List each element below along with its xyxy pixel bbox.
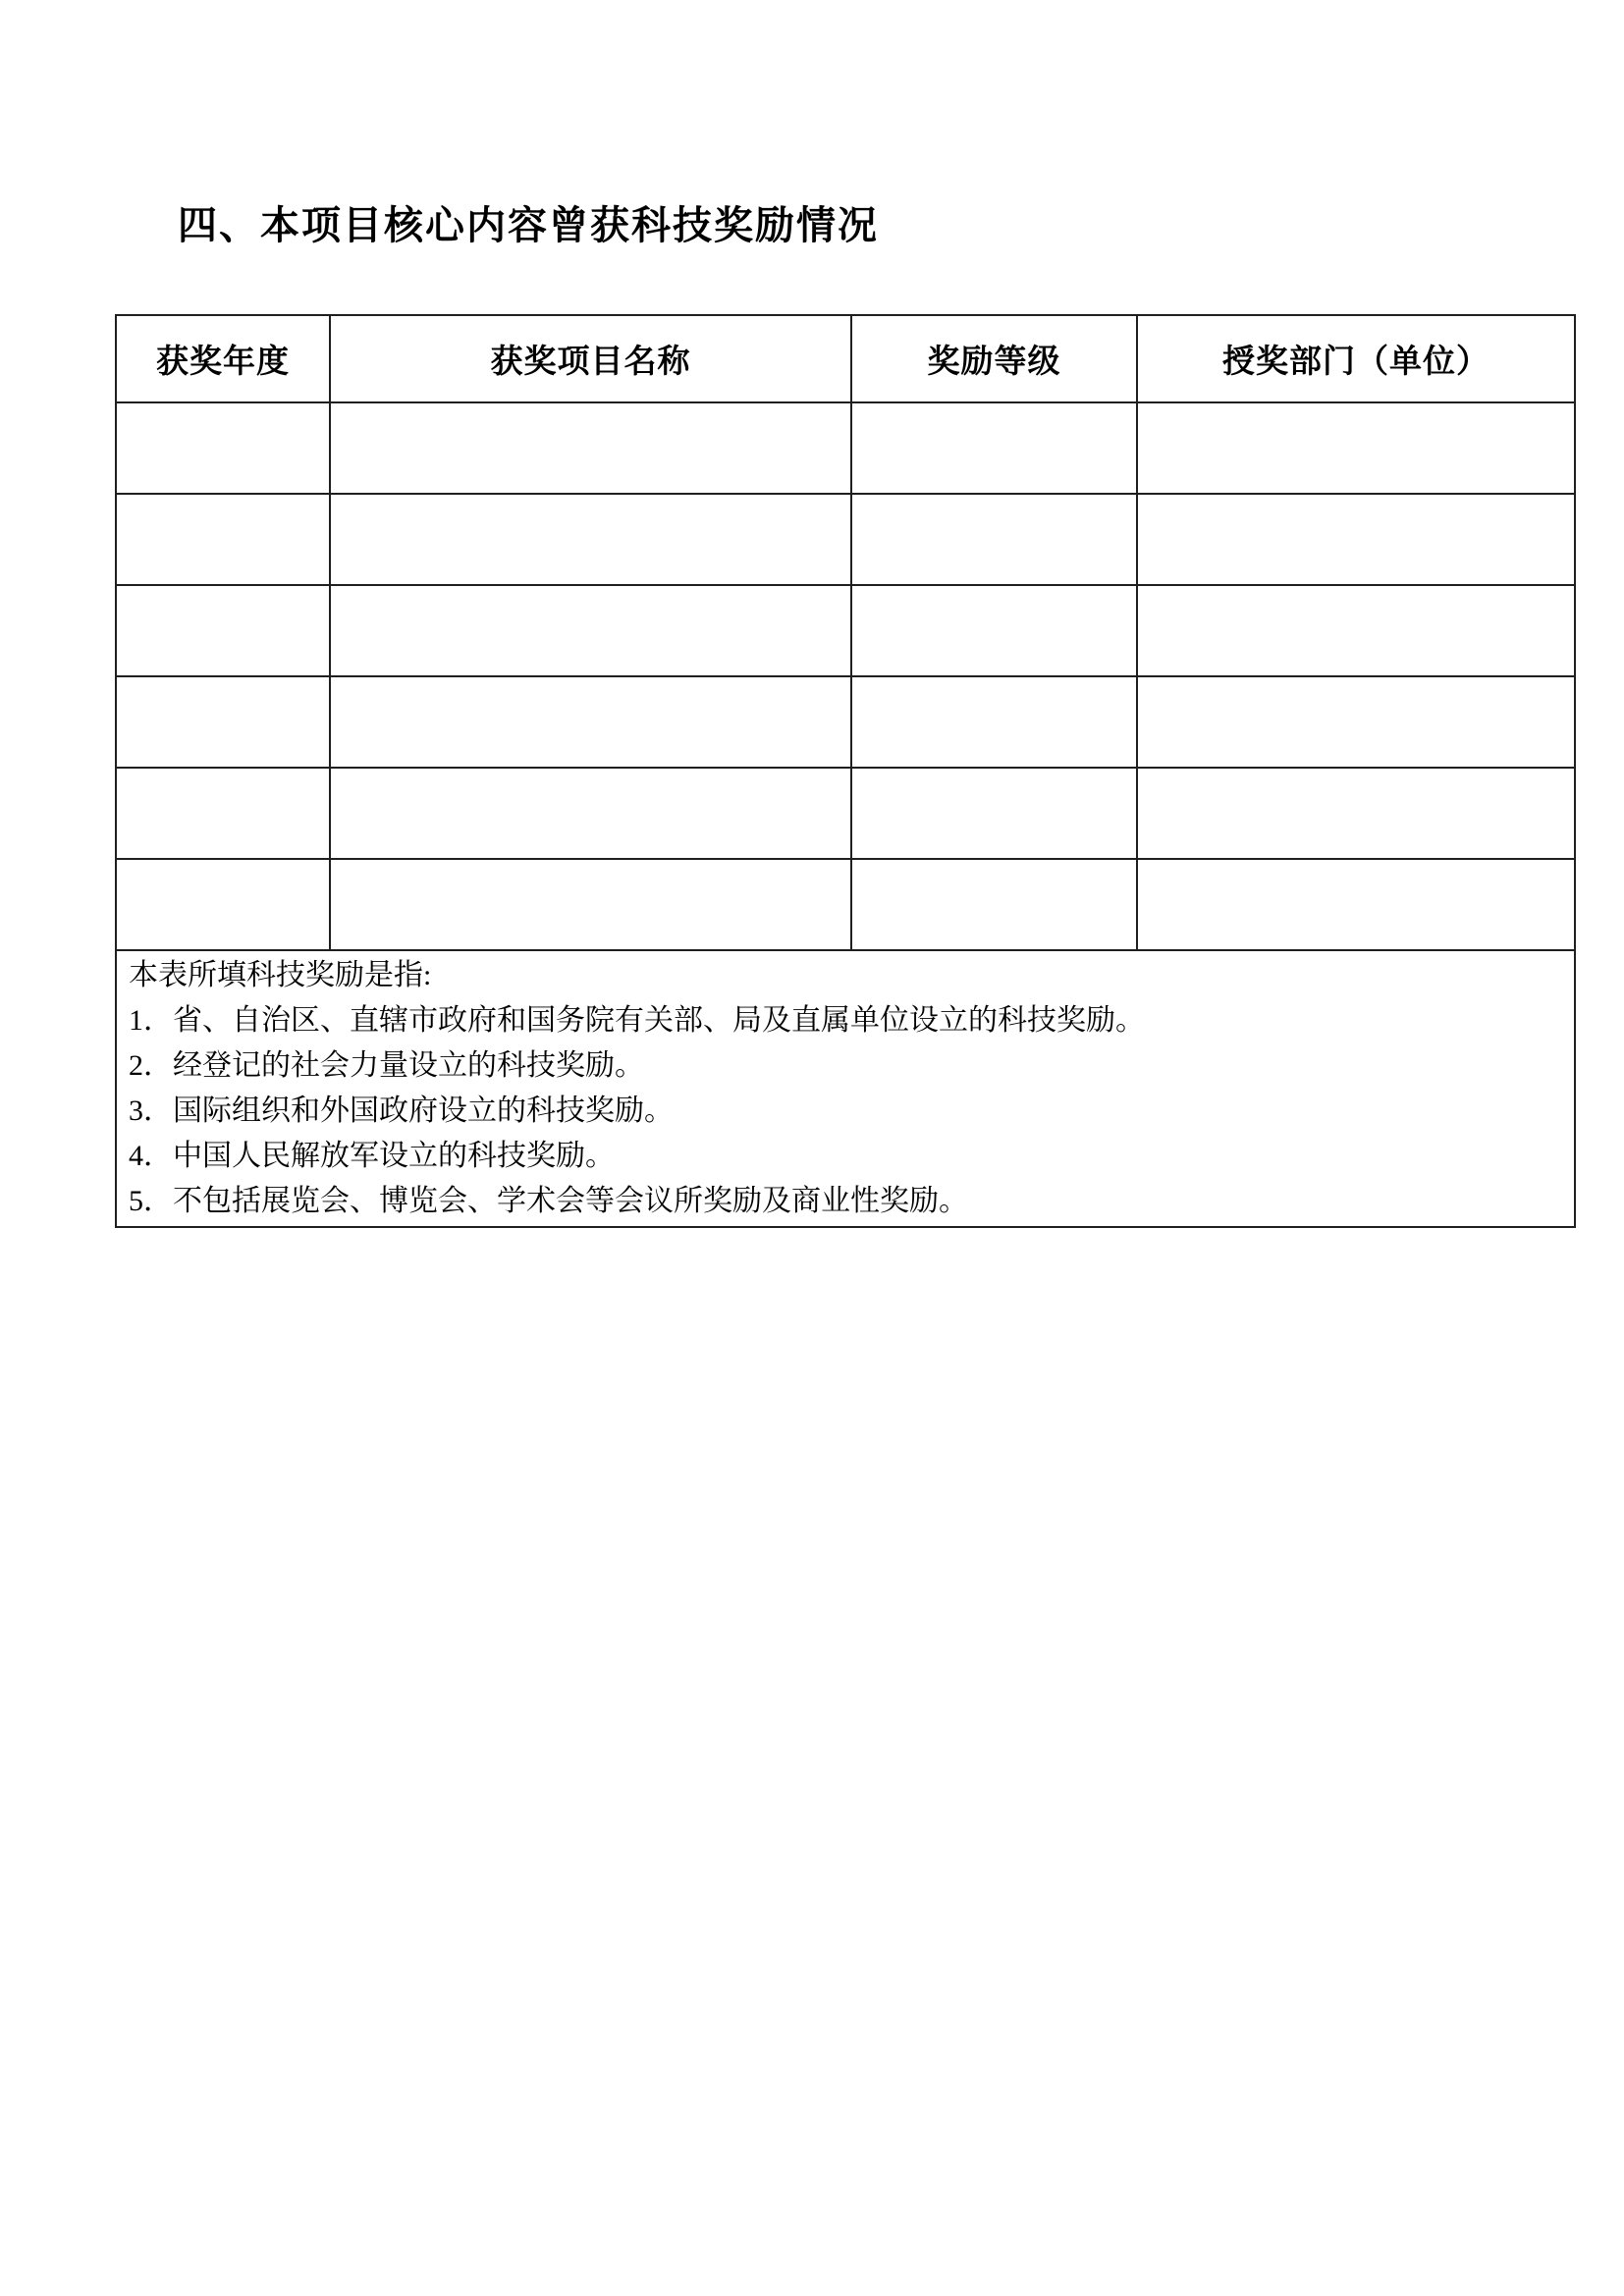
empty-cell xyxy=(330,859,851,950)
awards-table xyxy=(115,314,1576,1228)
empty-cell xyxy=(851,676,1137,768)
table-row xyxy=(116,859,1575,950)
note-line-3: 3．国际组织和外国政府设立的科技奖励。 xyxy=(129,1095,674,1127)
table-row xyxy=(116,585,1575,676)
empty-cell xyxy=(1137,768,1575,859)
empty-cell xyxy=(330,676,851,768)
table-row xyxy=(116,494,1575,585)
empty-cell xyxy=(116,402,330,494)
empty-cell xyxy=(1137,494,1575,585)
table-row xyxy=(116,402,1575,494)
empty-cell xyxy=(1137,676,1575,768)
table-row xyxy=(116,676,1575,768)
empty-cell xyxy=(116,494,330,585)
empty-cell xyxy=(330,402,851,494)
empty-cell xyxy=(116,768,330,859)
empty-cell xyxy=(330,585,851,676)
empty-cell xyxy=(851,494,1137,585)
notes-row xyxy=(116,950,1575,1227)
empty-cell xyxy=(330,768,851,859)
col-header-awarding-department: 授奖部门（单位） xyxy=(1137,315,1575,402)
note-line-4: 4．中国人民解放军设立的科技奖励。 xyxy=(129,1140,615,1172)
empty-cell xyxy=(116,585,330,676)
note-line-2: 2．经登记的社会力量设立的科技奖励。 xyxy=(129,1049,644,1082)
note-line-intro: 本表所填科技奖励是指: xyxy=(129,959,432,991)
header-row xyxy=(116,315,1575,402)
empty-cell xyxy=(851,402,1137,494)
empty-cell xyxy=(851,585,1137,676)
note-line-1: 1．省、自治区、直辖市政府和国务院有关部、局及直属单位设立的科技奖励。 xyxy=(129,1004,1145,1037)
empty-cell xyxy=(116,859,330,950)
col-header-project-name: 获奖项目名称 xyxy=(330,315,851,402)
col-header-award-year: 获奖年度 xyxy=(116,315,330,402)
empty-cell xyxy=(851,768,1137,859)
empty-cell xyxy=(1137,402,1575,494)
empty-cell xyxy=(330,494,851,585)
empty-cell xyxy=(116,676,330,768)
table-row xyxy=(116,768,1575,859)
note-line-5: 5．不包括展览会、博览会、学术会等会议所奖励及商业性奖励。 xyxy=(129,1185,968,1217)
empty-cell xyxy=(1137,585,1575,676)
notes-cell xyxy=(116,950,1575,1227)
col-header-award-grade: 奖励等级 xyxy=(851,315,1137,402)
empty-cell xyxy=(1137,859,1575,950)
section-title: 四、本项目核心内容曾获科技奖励情况 xyxy=(178,204,879,247)
empty-cell xyxy=(851,859,1137,950)
